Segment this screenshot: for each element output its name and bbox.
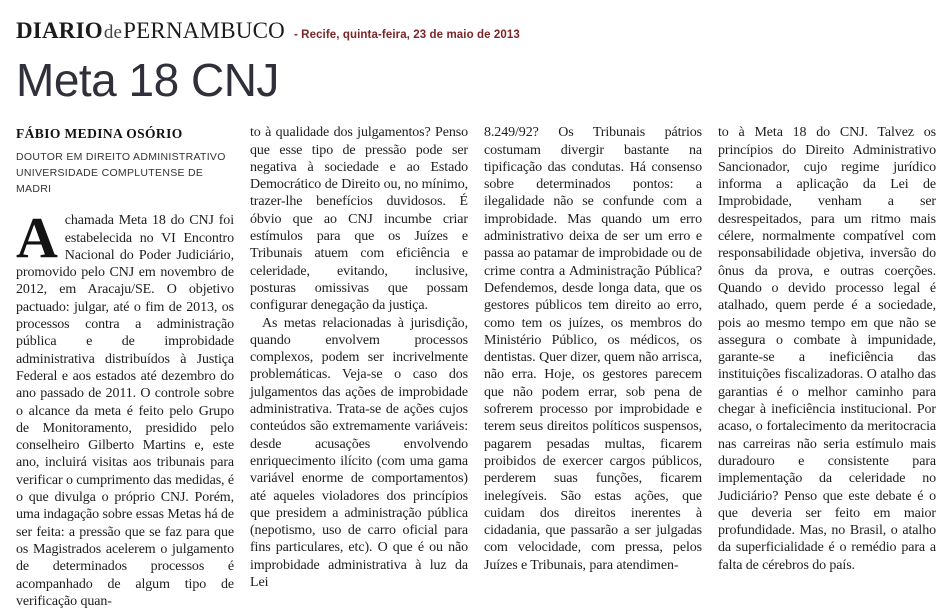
article-headline: Meta 18 CNJ — [16, 54, 279, 106]
article-column-1 — [16, 124, 234, 610]
article-column-2 — [250, 124, 468, 591]
article-column-3 — [484, 124, 702, 574]
article-body — [16, 124, 936, 610]
byline-credential-2: UNIVERSIDADE COMPLUTENSE DE MADRI — [16, 167, 204, 196]
masthead-dateline: - Recife, quinta-feira, 23 de maio de 2013 — [293, 29, 520, 41]
paragraph-col2-1: to à qualidade dos julgamentos? Penso que esse tipo de pressão pode ser negativa à sociedade e ao Estado Democrático de Direito ou, no mínimo, trazer-lhe benefícios duvidosos. É óbvio que ao CNJ incumbe criar estímulos para que os Juízes e Tribunais atuem com eficiência e celeridade, evitando, inclusive, posturas omissivas que possam configurar denegação da justiça. — [250, 125, 468, 314]
article-column-4 — [718, 124, 936, 574]
masthead — [16, 18, 936, 44]
byline-author: FÁBIO MEDINA OSÓRIO — [16, 126, 183, 142]
paragraph-lead-text: chamada Meta 18 do CNJ foi estabelecida no VI Encontro Nacional do Poder Judiciário, promovido pelo CNJ em novembro de 2012, em Aracaju/SE. O objetivo pactuado: julgar, até o fim de 2013, os processos contra a administração pública e de improbidade administrativa distribuídos à Justiça Federal e aos estados até dezembro do ano passado de 2011. O controle sobre o alcance da meta é feito pelo Grupo de Monitoramento, presidido pelo conselheiro Gilberto Martins e, este ano, incluirá visitas aos tribunais para verificar o cumprimento das medidas, é o que divulga o próprio CNJ. Porém, uma indagação sobre essas Metas há de ser feita: a pressão que se faz para que os Magistrados acelerem o julgamento de determinados processos é acompanhado de algum tipo de verificação quan- — [16, 213, 234, 609]
masthead-brand-diario: DIARIO — [16, 18, 103, 43]
masthead-brand-de: de — [103, 22, 123, 43]
byline — [16, 126, 234, 197]
paragraph-col4: to à Meta 18 do CNJ. Talvez os princípios do Direito Administrativo Sancionador, cujo regime jurídico informa a aplicação da Lei de Improbidade, venham a ser desrespeitados, para um ritmo mais célere, normalmente compatível com responsabilidade objetiva, inversão do ônus da prova, e outras coerções. Quando o devido processo legal é atalhado, quem perde é a sociedade, pois ao mesmo tempo em que não se assegura o combate à impunidade, garante-se a ineficiência das instituições fiscalizadoras. O atalho das garantias é o melhor caminho para chegar à ineficiência institucional. Por acaso, o fortalecimento da meritocracia nas carreiras não seria estímulo mais duradouro e consistente para implementação da celeridade no Judiciário? Penso que este debate é o que deveria ser feito em maior profundidade. Mas, no Brasil, o atalho da superficialidade é o remédio para a falta de cérebros do país. — [718, 125, 936, 573]
masthead-brand-pernambuco: PERNAMBUCO — [123, 18, 285, 43]
paragraph-col3: 8.249/92? Os Tribunais pátrios costumam divergir bastante na tipificação das condutas. Há consenso sobre determinados pontos: a ilegalidade não se confunde com a improbidade. Mas quando um erro administrativo deixa de ser um erro e passa ao patamar de improbidade ou de crime contra a Administração Pública? Defendemos, desde longa data, que os gestores públicos tem direito ao erro, como tem os juízes, os membros do Ministério Público, os médicos, os dentistas. Quer dizer, quem não arrisca, não erra. Hoje, os gestores parecem que não podem errar, sob pena de sofrerem processo por improbidade e terem seus direitos políticos suspensos, pagarem pesadas multas, ficarem proibidos de exercer cargos públicos, perderem suas funções, ficarem inelegíveis. São estas ações, que cuidam dos direitos inerentes à cidadania, que passarão a ser julgadas com velocidade, com pressa, pelos Juízes e Tribunais, para atendimen- — [484, 125, 702, 573]
paragraph-lead — [16, 205, 234, 610]
paragraph-col2-2: As metas relacionadas à jurisdição, quando envolvem processos complexos, podem ser incrivelmente problemáticas. Veja-se o caso dos julgamentos das ações de improbidade administrativa. Trata-se de ações cujos conteúdos são extremamente variáveis: desde acusações envolvendo enriquecimento ilícito (com uma gama variável enorme de comportamentos) até aqueles violadores dos princípios que presidem a administração pública (nepotismo, uso de carro oficial para fins particulares, etc). O que é ou não improbidade administrativa à luz da Lei — [250, 315, 468, 591]
drop-cap: A — [16, 205, 58, 271]
byline-credential-1: DOUTOR EM DIREITO ADMINISTRATIVO — [16, 151, 226, 164]
